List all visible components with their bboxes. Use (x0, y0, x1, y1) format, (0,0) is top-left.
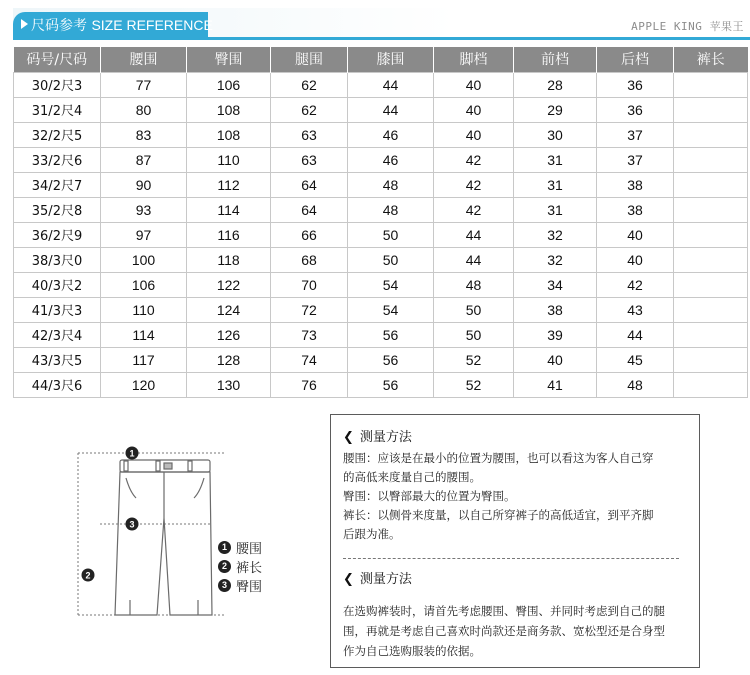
table-cell (674, 272, 748, 297)
pants-outline (115, 460, 212, 615)
table-cell: 31 (514, 172, 597, 197)
table-row (14, 372, 748, 397)
table-row (14, 272, 748, 297)
column-header: 膝围 (348, 47, 434, 72)
table-cell: 100 (101, 247, 187, 272)
table-row (14, 322, 748, 347)
table-row (14, 197, 748, 222)
table-cell: 33/2尺6 (14, 147, 101, 172)
table-cell: 42 (434, 197, 514, 222)
table-row (14, 247, 748, 272)
legend-item-length (218, 557, 262, 576)
table-cell: 38 (597, 172, 674, 197)
table-cell: 36 (597, 72, 674, 97)
table-cell: 38 (597, 197, 674, 222)
table-cell: 30 (514, 122, 597, 147)
column-header: 前档 (514, 47, 597, 72)
table-row (14, 72, 748, 97)
table-row (14, 297, 748, 322)
svg-text:2: 2 (85, 570, 91, 581)
table-cell: 110 (187, 147, 271, 172)
table-cell: 40/3尺2 (14, 272, 101, 297)
table-cell: 66 (271, 222, 348, 247)
table-cell: 40 (434, 72, 514, 97)
legend-label: 腰围 (236, 542, 263, 557)
table-row (14, 222, 748, 247)
table-cell: 50 (434, 297, 514, 322)
brand-text: APPLE KING 苹果王 (631, 20, 744, 33)
column-header: 腿围 (271, 47, 348, 72)
table-cell: 64 (271, 172, 348, 197)
table-row (14, 347, 748, 372)
dashed-divider (343, 558, 679, 559)
table-cell: 83 (101, 122, 187, 147)
table-cell: 118 (187, 247, 271, 272)
table-cell: 44 (434, 247, 514, 272)
table-cell: 72 (271, 297, 348, 322)
table-cell: 38 (514, 297, 597, 322)
svg-text:3: 3 (129, 519, 135, 530)
column-header: 臀围 (187, 47, 271, 72)
table-cell: 34 (514, 272, 597, 297)
column-header: 码号/尺码 (14, 47, 101, 72)
table-cell: 77 (101, 72, 187, 97)
table-cell: 36/2尺9 (14, 222, 101, 247)
marker-2 (82, 569, 95, 582)
header-title-tab (13, 12, 213, 38)
table-cell: 40 (434, 122, 514, 147)
table-cell: 31 (514, 147, 597, 172)
info-line: 作为自己选购服装的依据。 (343, 644, 481, 658)
table-cell: 63 (271, 147, 348, 172)
table-cell (674, 322, 748, 347)
marker-3 (126, 518, 139, 531)
table-cell (674, 147, 748, 172)
table-cell: 32 (514, 247, 597, 272)
legend-number: 3 (218, 579, 231, 592)
table-cell: 43 (597, 297, 674, 322)
legend-item-hip (218, 576, 262, 595)
table-cell: 50 (434, 322, 514, 347)
table-cell: 56 (348, 372, 434, 397)
table-cell: 74 (271, 347, 348, 372)
table-cell: 48 (597, 372, 674, 397)
table-cell (674, 222, 748, 247)
marker-1 (126, 447, 139, 460)
table-cell: 39 (514, 322, 597, 347)
table-cell: 37 (597, 147, 674, 172)
table-cell: 56 (348, 322, 434, 347)
table-cell: 108 (187, 122, 271, 147)
info-line: 裤长：以侧骨来度量，以自己所穿裤子的高低适宜，到平齐脚 (343, 508, 654, 522)
info-line: 在选购裤装时，请首先考虑腰围、臀围、并同时考虑到自己的腿 (343, 604, 665, 618)
table-cell: 46 (348, 147, 434, 172)
table-cell: 44 (597, 322, 674, 347)
table-cell: 29 (514, 97, 597, 122)
table-cell: 37 (597, 122, 674, 147)
table-cell: 68 (271, 247, 348, 272)
size-table (13, 47, 748, 398)
table-cell: 44 (434, 222, 514, 247)
table-cell: 130 (187, 372, 271, 397)
table-row (14, 97, 748, 122)
legend-item-waist (218, 538, 262, 557)
chevron-left-icon: ❮ (343, 430, 354, 445)
table-cell: 30/2尺3 (14, 72, 101, 97)
column-header: 脚档 (434, 47, 514, 72)
table-cell: 114 (187, 197, 271, 222)
table-cell: 32 (514, 222, 597, 247)
table-cell: 106 (101, 272, 187, 297)
table-cell: 42 (434, 172, 514, 197)
table-cell: 50 (348, 222, 434, 247)
table-cell: 90 (101, 172, 187, 197)
table-cell: 128 (187, 347, 271, 372)
pants-diagram (60, 430, 320, 630)
table-cell: 48 (348, 197, 434, 222)
table-cell: 124 (187, 297, 271, 322)
header-title-en: SIZE REFERENCE (91, 17, 213, 33)
column-header: 后档 (597, 47, 674, 72)
table-row (14, 172, 748, 197)
chevron-left-icon: ❮ (343, 572, 354, 587)
header-underline (13, 37, 750, 40)
table-cell (674, 97, 748, 122)
table-cell: 40 (597, 222, 674, 247)
table-cell: 31 (514, 197, 597, 222)
measure-method-title-1: ❮ 测量方法 (343, 427, 683, 449)
table-cell: 54 (348, 297, 434, 322)
table-cell: 110 (101, 297, 187, 322)
table-cell: 38/3尺0 (14, 247, 101, 272)
measure-method-title-2: ❮ 测量方法 (343, 569, 683, 591)
table-cell: 54 (348, 272, 434, 297)
table-cell: 70 (271, 272, 348, 297)
table-cell: 45 (597, 347, 674, 372)
svg-text:1: 1 (129, 448, 135, 459)
table-cell: 34/2尺7 (14, 172, 101, 197)
table-cell (674, 122, 748, 147)
table-cell (674, 297, 748, 322)
table-cell: 126 (187, 322, 271, 347)
table-cell (674, 247, 748, 272)
triangle-icon (21, 19, 28, 29)
table-cell: 40 (434, 97, 514, 122)
table-cell: 87 (101, 147, 187, 172)
table-cell: 114 (101, 322, 187, 347)
table-cell: 120 (101, 372, 187, 397)
table-cell: 42/3尺4 (14, 322, 101, 347)
table-cell: 31/2尺4 (14, 97, 101, 122)
table-cell: 46 (348, 122, 434, 147)
table-cell: 93 (101, 197, 187, 222)
table-cell: 50 (348, 247, 434, 272)
column-header: 腰围 (101, 47, 187, 72)
info-line: 臀围：以臀部最大的位置为臀围。 (343, 489, 516, 503)
table-header-row (14, 47, 748, 72)
table-body (14, 72, 748, 397)
table-cell: 42 (434, 147, 514, 172)
table-cell: 106 (187, 72, 271, 97)
table-cell: 48 (348, 172, 434, 197)
table-cell: 44 (348, 97, 434, 122)
table-cell: 117 (101, 347, 187, 372)
table-cell: 62 (271, 97, 348, 122)
table-cell: 41/3尺3 (14, 297, 101, 322)
table-cell: 64 (271, 197, 348, 222)
info-line: 围，再就是考虑自己喜欢时尚款还是商务款、宽松型还是合身型 (343, 624, 665, 638)
table-cell: 42 (597, 272, 674, 297)
table-cell: 43/3尺5 (14, 347, 101, 372)
table-cell: 112 (187, 172, 271, 197)
table-cell: 35/2尺8 (14, 197, 101, 222)
table-cell: 80 (101, 97, 187, 122)
table-cell: 32/2尺5 (14, 122, 101, 147)
table-cell: 44 (348, 72, 434, 97)
table-cell: 40 (514, 347, 597, 372)
table-cell: 41 (514, 372, 597, 397)
table-cell: 52 (434, 372, 514, 397)
legend-label: 裤长 (236, 561, 263, 576)
measurement-info-box (330, 414, 700, 668)
table-cell: 73 (271, 322, 348, 347)
section-header (13, 8, 750, 38)
diagram-legend (218, 538, 262, 595)
table-cell: 62 (271, 72, 348, 97)
table-cell: 122 (187, 272, 271, 297)
table-cell: 48 (434, 272, 514, 297)
table-cell (674, 172, 748, 197)
table-cell: 28 (514, 72, 597, 97)
table-row (14, 122, 748, 147)
table-cell: 108 (187, 97, 271, 122)
header-title-cn: 尺码参考 (31, 18, 87, 34)
legend-number: 2 (218, 560, 231, 573)
table-cell: 56 (348, 347, 434, 372)
table-cell: 97 (101, 222, 187, 247)
table-cell: 52 (434, 347, 514, 372)
info-line: 腰围：应该是在最小的位置为腰围，也可以看这为客人自己穿 (343, 451, 654, 465)
info-line: 的高低来度量自己的腰围。 (343, 470, 481, 484)
table-cell: 76 (271, 372, 348, 397)
legend-label: 臀围 (236, 580, 263, 595)
table-cell: 40 (597, 247, 674, 272)
table-cell: 116 (187, 222, 271, 247)
measure-method-text-1 (343, 449, 683, 544)
table-cell (674, 347, 748, 372)
legend-number: 1 (218, 541, 231, 554)
table-cell: 36 (597, 97, 674, 122)
table-cell (674, 197, 748, 222)
measure-method-text-2 (343, 601, 683, 661)
table-cell: 63 (271, 122, 348, 147)
table-row (14, 147, 748, 172)
table-cell (674, 72, 748, 97)
info-line: 后跟为准。 (343, 527, 401, 541)
table-cell (674, 372, 748, 397)
column-header: 裤长 (674, 47, 748, 72)
table-cell: 44/3尺6 (14, 372, 101, 397)
